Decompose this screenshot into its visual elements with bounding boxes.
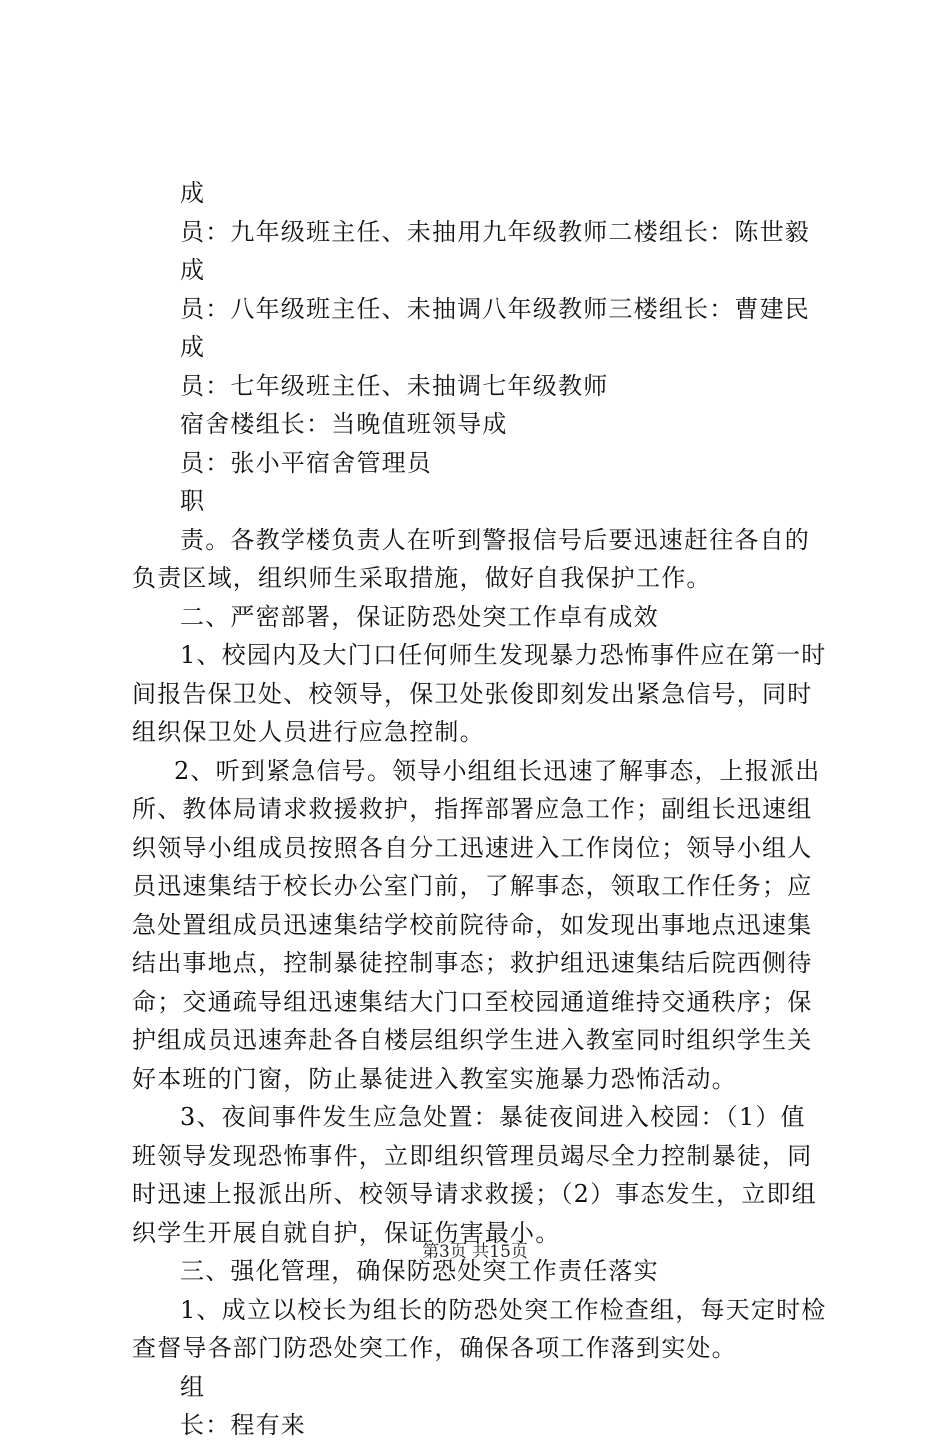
text-line: 间报告保卫处、校领导，保卫处张俊即刻发出紧急信号，同时 [132, 679, 813, 708]
text-line: 组 [180, 1372, 206, 1401]
text-line: 职 [180, 487, 206, 515]
text-line: 员：九年级班主任、未抽用九年级教师二楼组长：陈世毅 [180, 217, 810, 246]
text-line: 1、成立以校长为组长的防恐处突工作检查组，每天定时检 [180, 1295, 827, 1324]
text-line: 成 [180, 333, 206, 361]
text-line: 3、夜间事件发生应急处置：暴徒夜间进入校园：（1）值 [180, 1103, 806, 1131]
text-line: 2、听到紧急信号。领导小组组长迅速了解事态，上报派出 [174, 756, 821, 785]
text-line: 员：张小平宿舍管理员 [180, 448, 432, 477]
page-footer: 第3页 共15页 [422, 1242, 528, 1262]
text-line: 护组成员迅速奔赴各自楼层组织学生进入教室同时组织学生关 [132, 1026, 813, 1054]
text-line: 查督导各部门防恐处突工作，确保各项工作落到实处。 [132, 1334, 737, 1362]
text-line: 三、强化管理，确保防恐处突工作责任落实 [180, 1257, 659, 1285]
text-line: 负责区域，组织师生采取措施，做好自我保护工作。 [132, 564, 712, 592]
text-line: 织领导小组成员按照各自分工迅速进入工作岗位；领导小组人 [132, 833, 813, 862]
text-line: 时迅速上报派出所、校领导请求救援；（2）事态发生，立即组 [132, 1180, 817, 1208]
text-line: 1、校园内及大门口任何师生发现暴力恐怖事件应在第一时 [180, 641, 827, 669]
text-line: 好本班的门窗，防止暴徒进入教室实施暴力恐怖活动。 [132, 1064, 737, 1093]
text-line: 成 [180, 179, 206, 207]
text-line: 成 [180, 256, 206, 284]
text-line: 所、教体局请求救援救护，指挥部署应急工作；副组长迅速组 [132, 795, 813, 823]
text-line: 责。各教学楼负责人在听到警报信号后要迅速赶往各自的 [180, 525, 810, 554]
text-line: 组织保卫处人员进行应急控制。 [132, 718, 485, 746]
text-line: 员迅速集结于校长办公室门前，了解事态，领取工作任务；应 [132, 872, 813, 900]
text-line: 班领导发现恐怖事件，立即组织管理员竭尽全力控制暴徒，同 [132, 1141, 813, 1170]
text-line: 结出事地点，控制暴徒控制事态；救护组迅速集结后院西侧待 [132, 949, 813, 977]
text-line: 命；交通疏导组迅速集结大门口至校园通道维持交通秩序；保 [132, 987, 813, 1016]
text-line: 织学生开展自就自护，保证伤害最小。 [132, 1218, 561, 1247]
text-line: 急处置组成员迅速集结学校前院待命，如发现出事地点迅速集 [132, 910, 813, 939]
text-line: 员：七年级班主任、未抽调七年级教师 [180, 371, 609, 400]
text-line: 二、严密部署，保证防恐处突工作卓有成效 [180, 602, 659, 631]
text-line: 宿舍楼组长：当晚值班领导成 [180, 410, 508, 438]
text-line: 员：八年级班主任、未抽调八年级教师三楼组长：曹建民 [180, 294, 810, 323]
text-line: 长：程有来 [180, 1411, 306, 1439]
